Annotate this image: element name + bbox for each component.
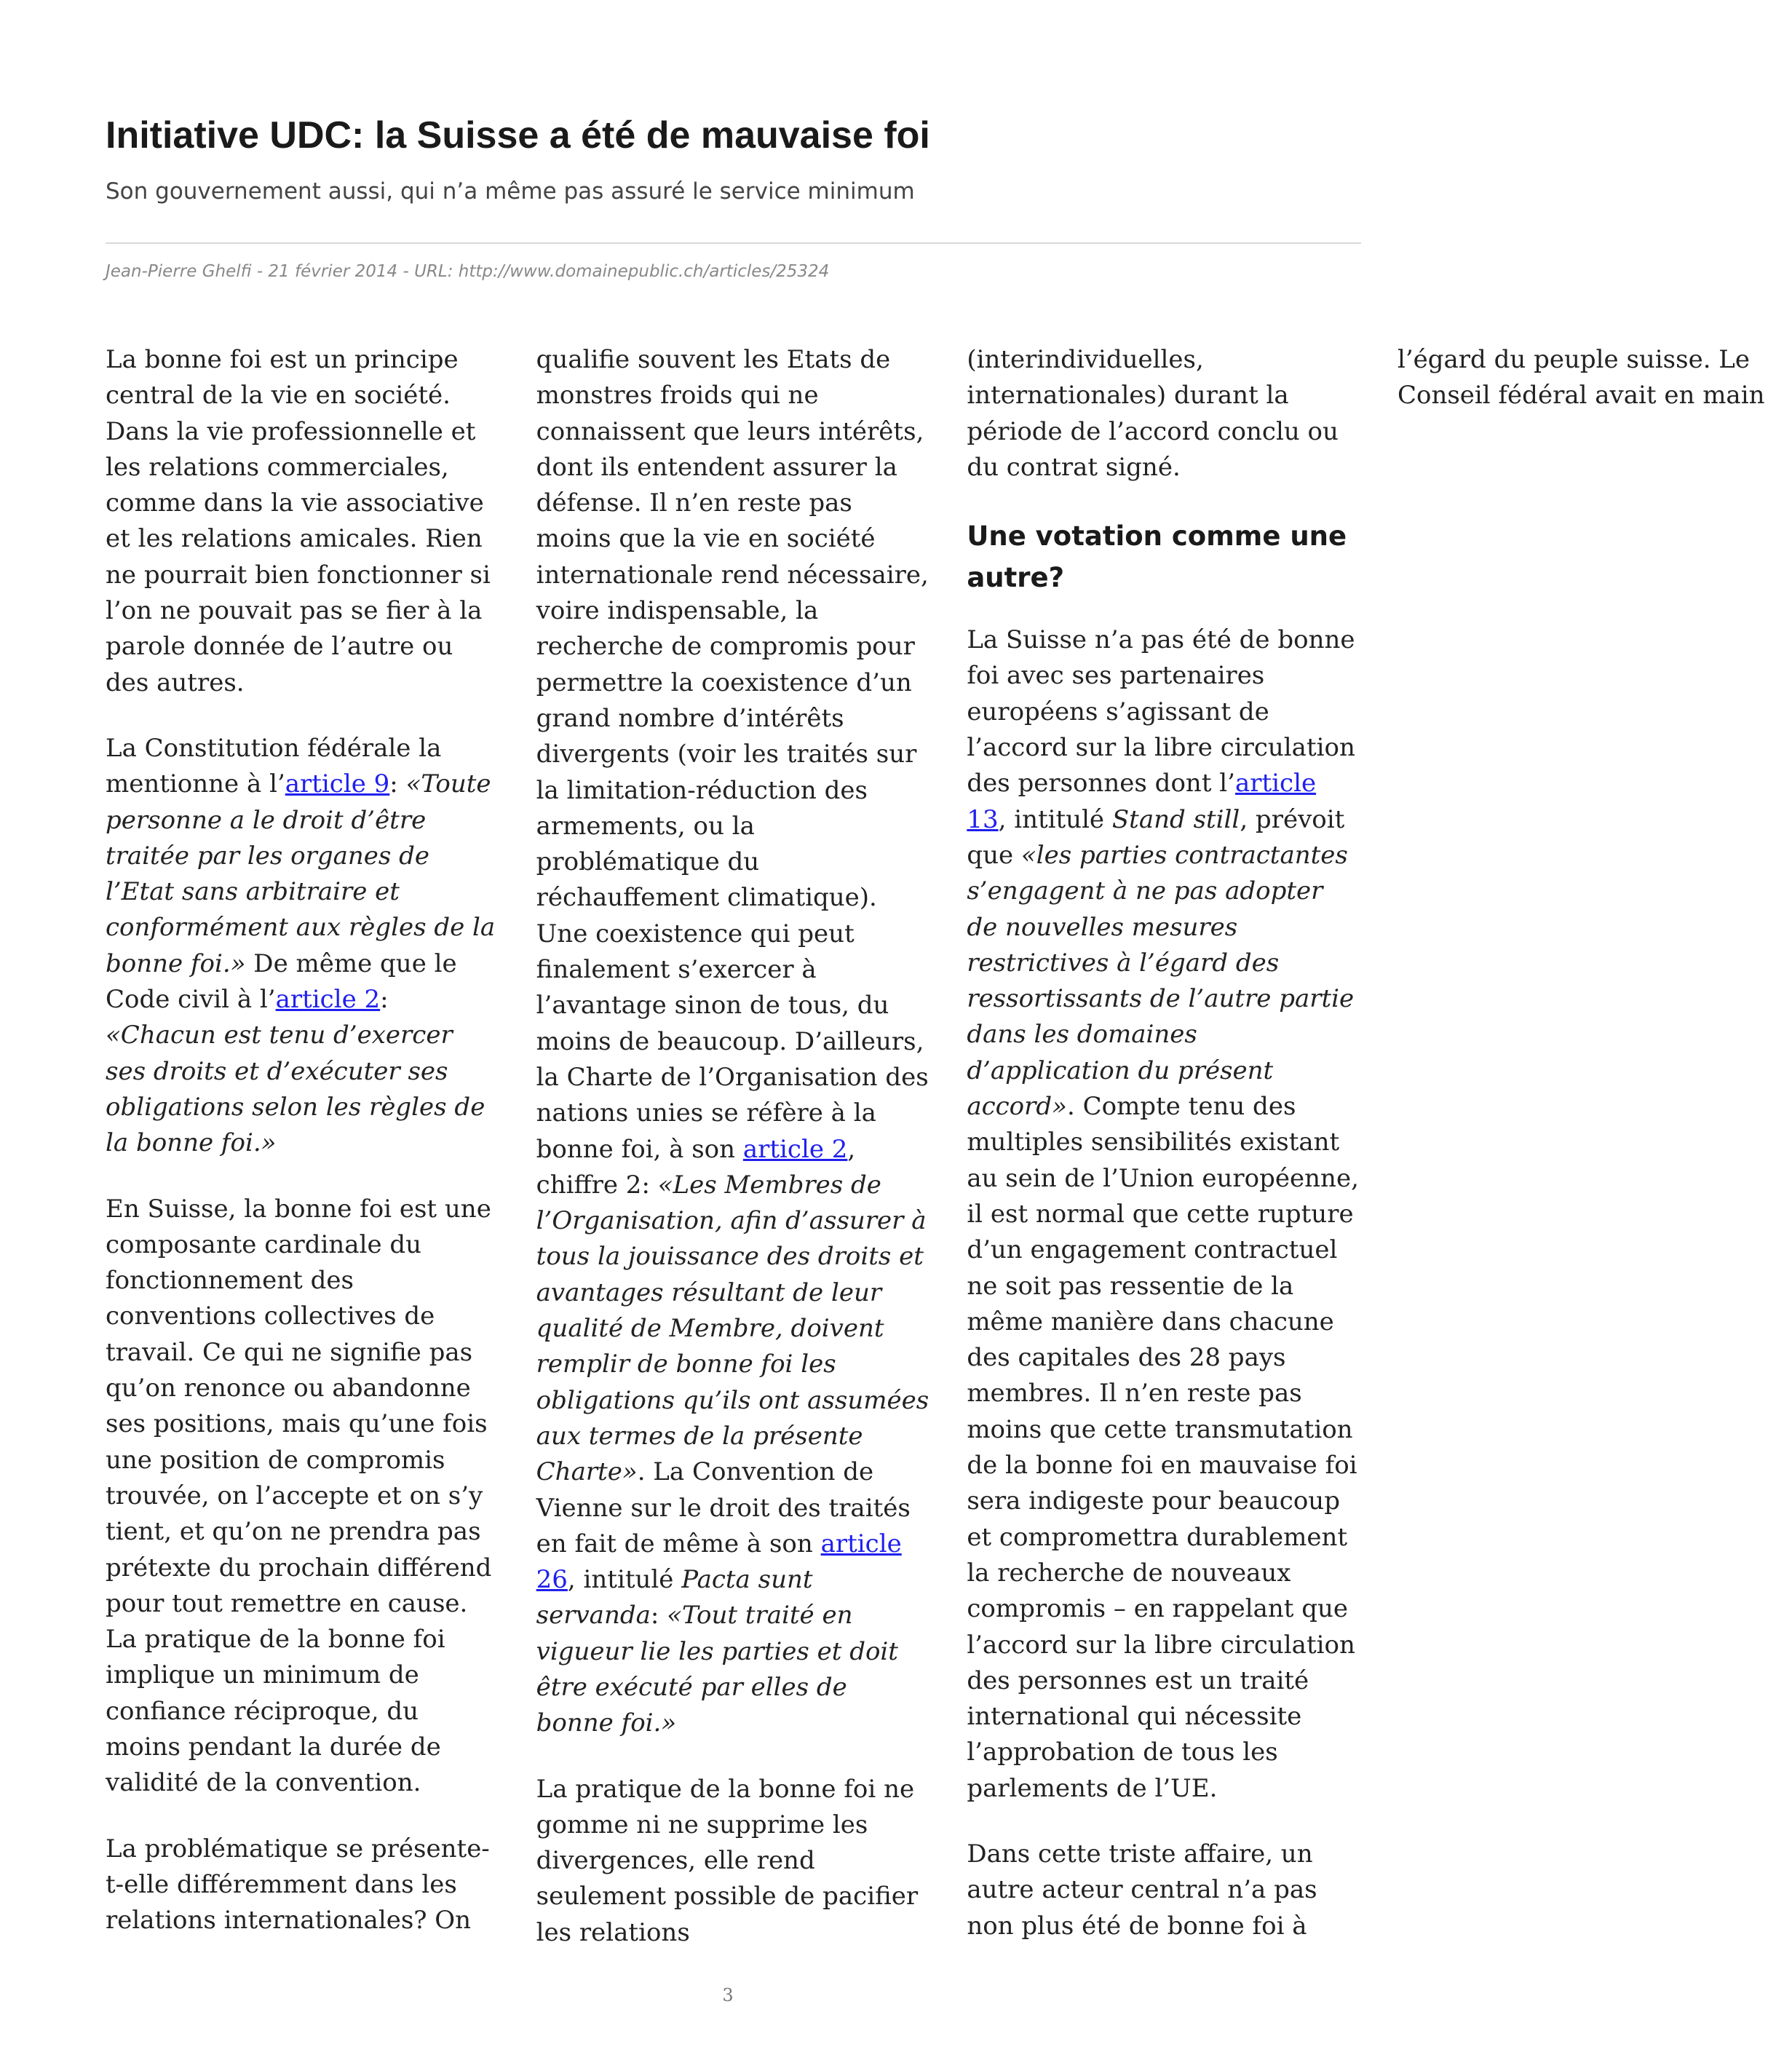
section-heading: Une votation comme une autre?: [967, 520, 1347, 594]
text-span: La problématique se présente-t-elle différemment dans les relations internationales? On qualifie souvent les Etats de monstres froids qui ne connaissent que leurs intérêts, dont ils entendent assurer la défense. Il n’en reste pas moins que la vie en société internationale rend nécessaire, voire indispensable, la recherche de compromis pour permettre la coexistence d’un grand nombre d’intérêts divergents (voir les traités sur la limitation-réduction des armements, ou la problématique du réchauffement climatique). Une coexistence qui peut finalement s’exercer à l’avantage sinon de tous, du moins de beaucoup. D’ailleurs, la Charte de l’Organisation des nations unies se réfère à la bonne foi, à son: [106, 345, 929, 1936]
paragraph-5: La pratique de la bonne foi ne gomme ni ne supprime les divergences, elle rend seulement possible de pacifier les relations (interindividuelles, internationales) durant la période de l’accord conclu ou du contrat signé.: [536, 345, 1339, 1947]
quote-vienne: «Tout traité en vigueur lie les parties et doit être exécuté par elles de bonne foi.»: [536, 1601, 898, 1738]
paragraph-6: [967, 622, 1361, 1807]
text-span: , chiffre 2:: [536, 1134, 856, 1200]
article-13-link[interactable]: article 13: [967, 769, 1317, 834]
article-2-code-civil-link[interactable]: article 2: [275, 985, 381, 1015]
paragraph-2: [106, 731, 500, 1162]
text-span: :: [389, 769, 406, 799]
paragraph-7: Dans cette triste affaire, un autre acteur central n’a pas non plus été de bonne foi à l’égard du peuple suisse. Le Conseil fédéral avait en main: [967, 345, 1765, 1941]
stand-still: Stand still: [1111, 804, 1240, 834]
text-span: :: [380, 985, 389, 1015]
paragraph-3: En Suisse, la bonne foi est une composante cardinale du fonctionnement des conventions collectives de travail. Ce qui ne signifie pas qu’on renonce ou abandonne ses positions, mais qu’une fois une position de compromis trouvée, on l’accepte et on s’y tient, et qu’on ne prendra pas prétexte du prochain différend pour tout remettre en cause. La pratique de la bonne foi implique un minimum de confiance réciproque, du moins pendant la durée de validité de la convention.: [106, 1194, 492, 1798]
text-span: , intitulé: [998, 804, 1112, 834]
article-title: Initiative UDC: la Suisse a été de mauvaise foi: [106, 114, 930, 157]
article-meta: Jean-Pierre Ghelfi - 21 février 2014 - URL: http://www.domainepublic.ch/articles/25324: [106, 262, 830, 281]
article-26-link[interactable]: article 26: [536, 1529, 902, 1595]
text-span: , prévoit que: [967, 804, 1345, 870]
page-number: 3: [722, 1985, 734, 2005]
quote-charte: «Les Membres de l’Organisation, afin d’assurer à tous la jouissance des droits et avantages résultant de leur qualité de Membre, doivent remplir de bonne foi les obligations qu’ils ont assumées aux termes de la présente Charte»: [536, 1170, 929, 1487]
text-span: La Suisse n’a pas été de bonne foi avec ses partenaires européens s’agissant de l’accord sur la libre circulation des personnes dont l’: [967, 625, 1355, 799]
paragraph-1: La bonne foi est un principe central de la vie en société. Dans la vie professionnelle et les relations commerciales, comme dans la vie associative et les relations amicales. Rien ne pourrait bien fonctionner si l’on ne pouvait pas se fier à la parole donnée de l’autre ou des autres.: [106, 345, 491, 697]
text-span: . La Convention de Vienne sur le droit des traités en fait de même à son: [536, 1457, 911, 1558]
quote-accord: «les parties contractantes s’engagent à ne pas adopter de nouvelles mesures restrictives à l’égard des ressortissants de l’autre partie dans les domaines d’application du présent accord»: [967, 840, 1355, 1122]
text-span: De même que le Code civil à l’: [106, 948, 457, 1015]
header-divider: [106, 242, 1361, 244]
quote-code-civil: «Chacun est tenu d’exercer ses droits et d’exécuter ses obligations selon les règles de la bonne foi.»: [106, 1021, 485, 1158]
text-span: , intitulé: [567, 1565, 682, 1595]
article-subtitle: Son gouvernement aussi, qui n’a même pas assuré le service minimum: [106, 178, 915, 205]
pacta-sunt-servanda: Pacta sunt servanda: [536, 1565, 813, 1631]
text-span: La Constitution fédérale la mentionne à l’: [106, 733, 442, 799]
article-9-link[interactable]: article 9: [285, 769, 390, 799]
text-span: :: [650, 1601, 667, 1631]
text-span: . Compte tenu des multiples sensibilités existant au sein de l’Union européenne, il est normal que cette rupture d’un engagement contractuel ne soit pas ressentie de la même manière dans chacune des capitales des 28 pays membres. Il n’en reste pas moins que cette transmutation de la bonne foi en mauvaise foi sera indigeste pour beaucoup et compromettra durablement la recherche de nouveaux compromis – en rappelant que l’accord sur la libre circulation des personnes est un traité international qui nécessite l’approbation de tous les parlements de l’UE.: [967, 1092, 1359, 1803]
article-2-charte-link[interactable]: article 2: [742, 1134, 848, 1164]
article-body: [106, 342, 1765, 1958]
quote-constitution: «Toute personne a le droit d’être traitée par les organes de l’Etat sans arbitraire et conformément aux règles de la bonne foi.»: [106, 769, 496, 978]
